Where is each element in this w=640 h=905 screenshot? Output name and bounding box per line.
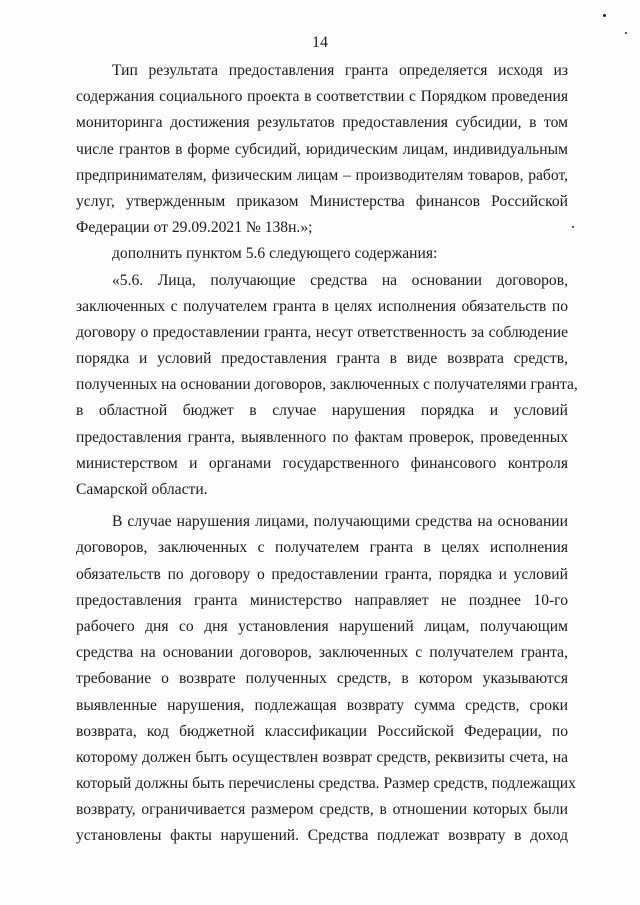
text-line: выявленные нарушения, подлежащая возврату сумма средств, сроки [76, 696, 568, 714]
paragraph [76, 268, 578, 504]
text-line: министерством и органами государственного финансового контроля [76, 454, 568, 472]
text-line: дополнить пунктом 5.6 следующего содержания: [112, 245, 438, 263]
text-line: числе грантов в форме субсидий, юридическим лицам, индивидуальным [76, 140, 568, 158]
paragraph [76, 58, 568, 241]
text-line: обязательств по договору о предоставлении гранта, порядка и условий [76, 565, 568, 583]
text-line: Тип результата предоставления гранта определяется исходя из [112, 62, 568, 79]
text-line: «5.6. Лица, получающие средства на основании договоров, [112, 271, 568, 289]
page-number: 14 [312, 34, 328, 51]
scan-speck [603, 14, 606, 17]
text-line: договоров, заключенных с получателем гранта в целях исполнения [76, 539, 568, 557]
text-line: возврата, код бюджетной классификации Российской Федерации, по [76, 722, 568, 740]
text-line: Федерации от 29.09.2021 № 138н.»; [76, 219, 313, 237]
text-line: услуг, утвержденным приказом Министерства финансов Российской [76, 192, 568, 210]
text-line: в областной бюджет в случае нарушения порядка и условий [76, 402, 568, 420]
text-line: который должны быть перечислены средства. Размер средств, подлежащих [76, 775, 576, 793]
text-line: предоставления гранта министерство направляет не позднее 10-го [76, 591, 568, 609]
text-line: предпринимателям, физическим лицам – производителям товаров, работ, [76, 166, 568, 184]
text-line: средства на основании договоров, заключенных с получателем гранта, [76, 644, 568, 662]
text-line: содержания социального проекта в соответствии с Порядком проведения [76, 88, 568, 106]
text-line: заключенных с получателем гранта в целях исполнения обязательств по [76, 297, 568, 315]
text-line: В случае нарушения лицами, получающими средства на основании [112, 513, 568, 531]
text-line: которому должен быть осуществлен возврат средств, реквизиты счета, на [76, 748, 568, 766]
text-line: мониторинга достижения результатов предоставления субсидии, в том [76, 114, 568, 132]
document-body [76, 58, 578, 850]
text-line: порядка и условий предоставления гранта в виде возврата средств, [76, 350, 568, 368]
text-line: требование о возврате полученных средств, в котором указываются [76, 670, 568, 688]
paragraph [76, 509, 576, 849]
paragraph [76, 241, 568, 267]
scan-speck [625, 32, 627, 34]
text-line: договору о предоставлении гранта, несут ответственность за соблюдение [76, 323, 568, 341]
text-line: возврату, ограничивается размером средств, в отношении которых были [76, 801, 568, 819]
text-line: полученных на основании договоров, заключенных с получателями гранта, [76, 376, 578, 394]
scan-speck [572, 226, 574, 228]
text-line: Самарской области. [76, 481, 208, 498]
text-line: установлены факты нарушений. Средства подлежат возврату в доход [76, 827, 568, 845]
text-line: предоставления гранта, выявленного по фактам проверок, проведенных [76, 428, 568, 446]
text-line: рабочего дня со дня установления нарушений лицам, получающим [76, 617, 568, 635]
